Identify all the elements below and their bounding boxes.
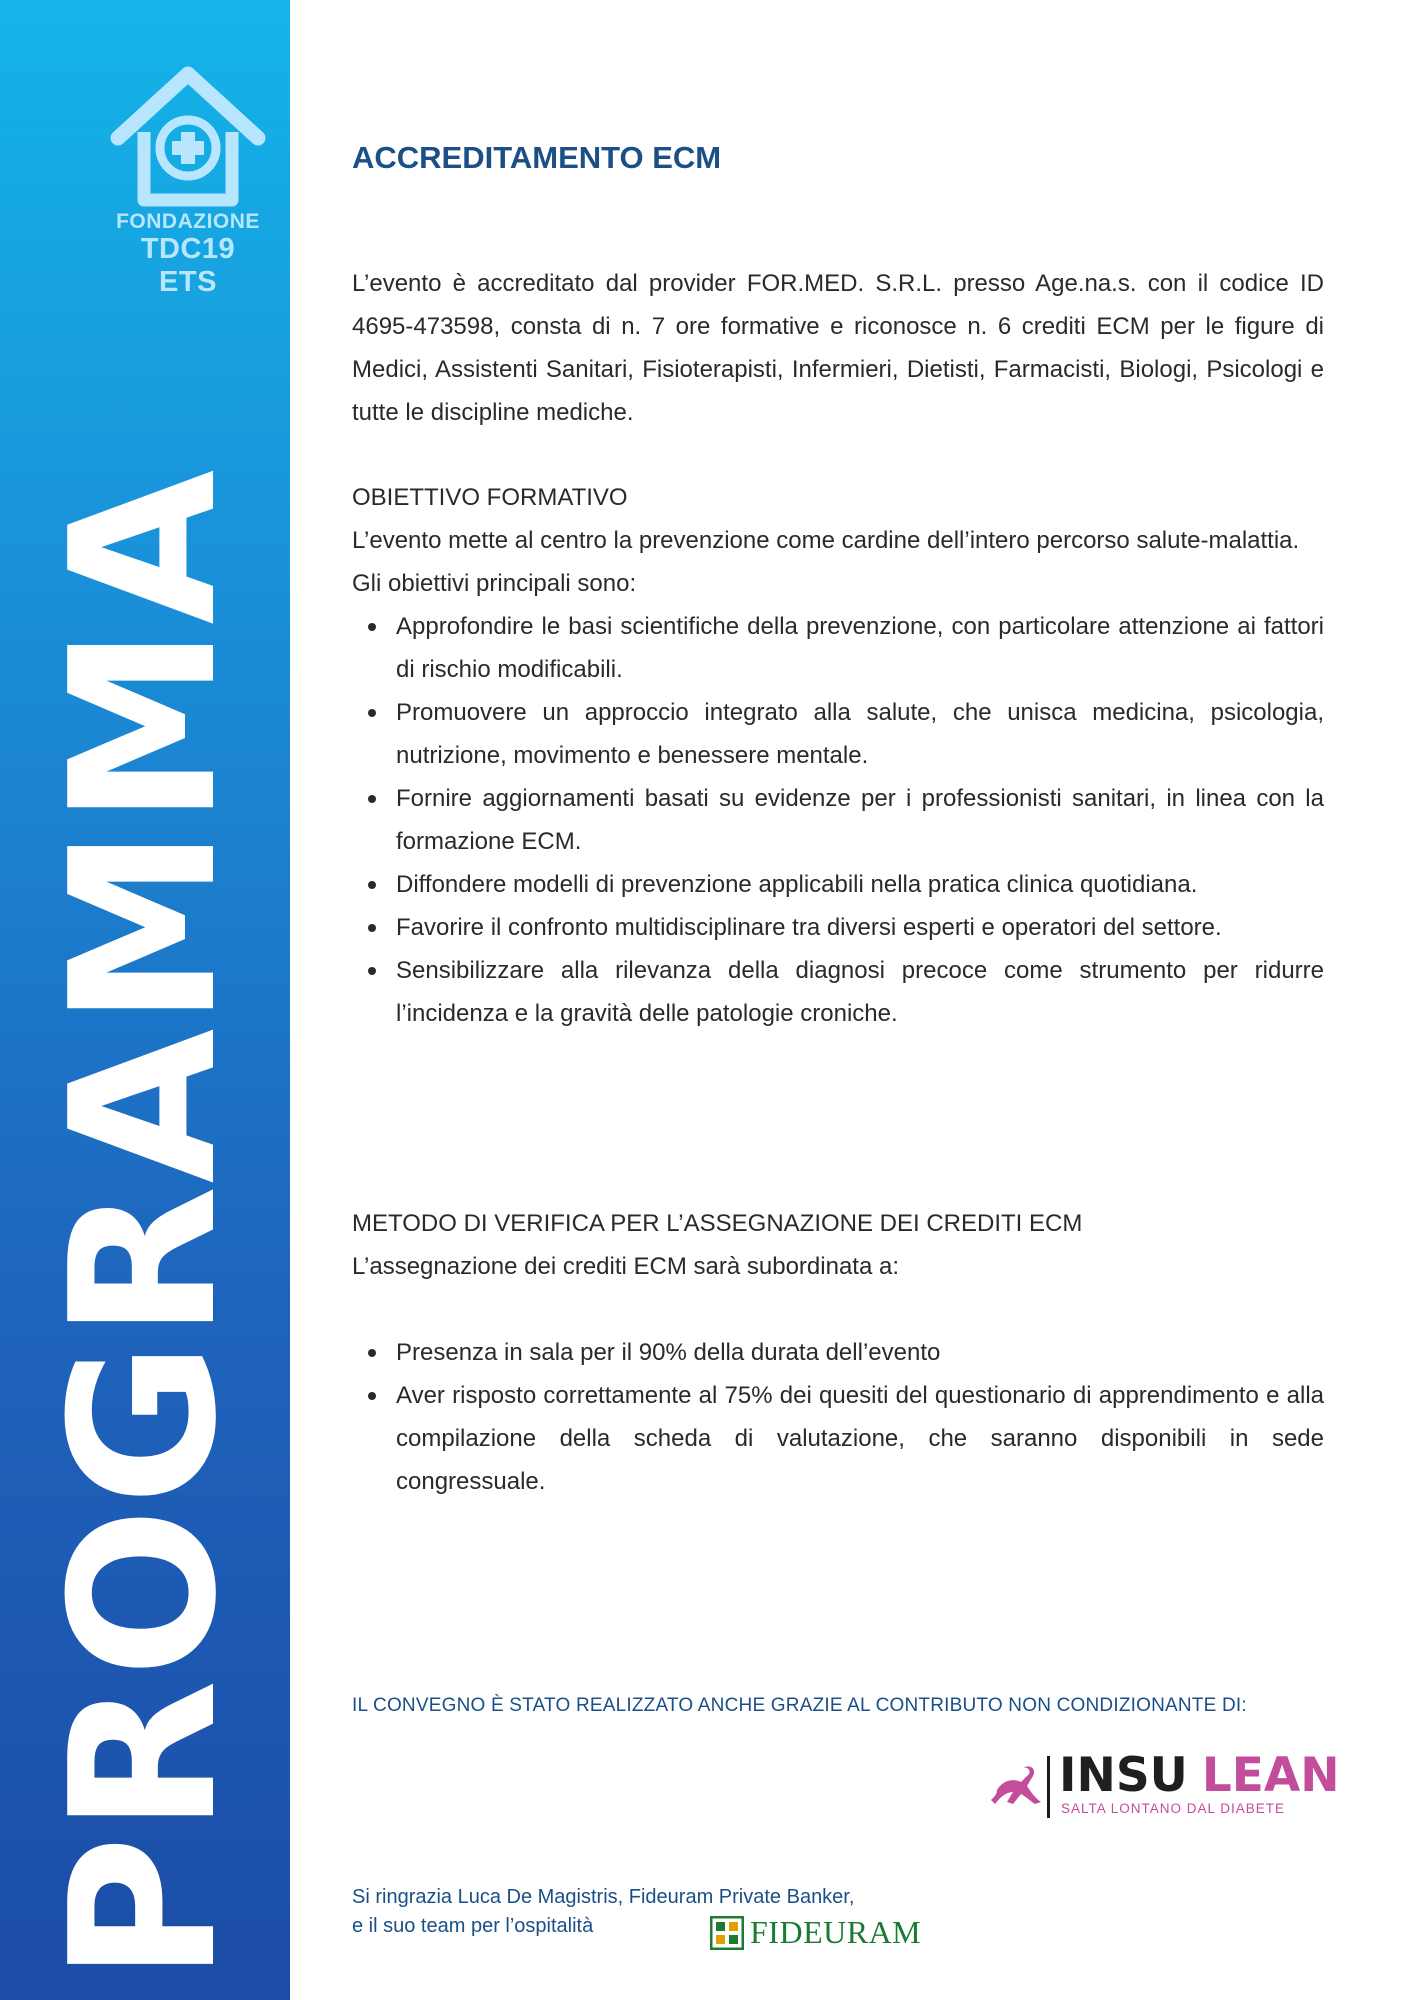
list-item: Fornire aggiornamenti basati su evidenze per i professionisti sanitari, in linea con la formazione ECM. [396, 777, 1324, 863]
insulean-tagline: SALTA LONTANO DAL DIABETE [1061, 1801, 1286, 1816]
bullet-icon [368, 623, 376, 631]
bullet-icon [368, 881, 376, 889]
vertical-programma-title: PROGRAMMA [28, 467, 261, 1983]
logo-text-fondazione: FONDAZIONE [116, 210, 260, 233]
insulean-name: INSU LEAN [1059, 1748, 1340, 1803]
objective-list [352, 605, 1324, 1035]
objective-section [352, 476, 1324, 1035]
logo-text-tdc19: TDC19 ETS [140, 233, 236, 298]
objective-heading: OBIETTIVO FORMATIVO [352, 484, 628, 511]
bullet-icon [368, 924, 376, 932]
fideuram-name: FIDEURAM [750, 1914, 922, 1950]
list-item: Approfondire le basi scientifiche della prevenzione, con particolare attenzione ai fattori di rischio modificabili. [396, 605, 1324, 691]
list-item: Diffondere modelli di prevenzione applicabili nella pratica clinica quotidiana. [396, 863, 1324, 906]
thanks-line-2: e il suo team per l’ospitalità [352, 1915, 594, 1937]
verification-paragraph: L’assegnazione dei crediti ECM sarà subordinata a: [352, 1253, 899, 1280]
house-medical-cross-icon [108, 60, 268, 210]
verification-heading: METODO DI VERIFICA PER L’ASSEGNAZIONE DEI CREDITI ECM [352, 1210, 1083, 1237]
logo-divider [1047, 1756, 1050, 1818]
bullet-icon [368, 795, 376, 803]
objective-paragraph: L’evento mette al centro la prevenzione come cardine dell’intero percorso salute-malattia. [352, 527, 1300, 554]
list-item: Sensibilizzare alla rilevanza della diagnosi precoce come strumento per ridurre l’incidenza e la gravità delle patologie croniche. [396, 949, 1324, 1035]
verification-list [352, 1331, 1324, 1503]
list-item: Promuovere un approccio integrato alla salute, che unisca medicina, psicologia, nutrizione, movimento e benessere mentale. [396, 691, 1324, 777]
sidebar [0, 0, 290, 2000]
intro-paragraph: L’evento è accreditato dal provider FOR.MED. S.R.L. presso Age.na.s. con il codice ID 4695-473598, consta di n. 7 ore formative e riconosce n. 6 crediti ECM per le figure di Medici, Assistenti Sanitari, Fisioterapisti, Infermieri, Dietisti, Farmacisti, Biologi, Psicologi e tutte le discipline mediche. [352, 270, 1324, 426]
list-item: Favorire il confronto multidisciplinare tra diversi esperti e operatori del settore. [396, 906, 1324, 949]
thanks-line-1: Si ringrazia Luca De Magistris, Fideuram Private Banker, [352, 1886, 855, 1908]
sponsor-note: IL CONVEGNO È STATO REALIZZATO ANCHE GRAZIE AL CONTRIBUTO NON CONDIZIONANTE DI: [352, 1695, 1247, 1716]
list-item: Presenza in sala per il 90% della durata dell’evento [396, 1331, 1324, 1374]
bullet-icon [368, 967, 376, 975]
bullet-icon [368, 1392, 376, 1400]
verification-section [352, 1202, 1324, 1503]
page-title: ACCREDITAMENTO ECM [352, 140, 722, 175]
bullet-icon [368, 1349, 376, 1357]
fideuram-mark-icon [710, 1916, 744, 1950]
objective-list-intro: Gli obiettivi principali sono: [352, 570, 637, 597]
jumping-ibex-icon [989, 1760, 1044, 1815]
fideuram-logo [710, 1914, 940, 1954]
insulean-logo [989, 1748, 1340, 1822]
list-item: Aver risposto correttamente al 75% dei quesiti del questionario di apprendimento e alla compilazione della scheda di valutazione, che saranno disponibili in sede congressuale. [396, 1374, 1324, 1503]
bullet-icon [368, 709, 376, 717]
